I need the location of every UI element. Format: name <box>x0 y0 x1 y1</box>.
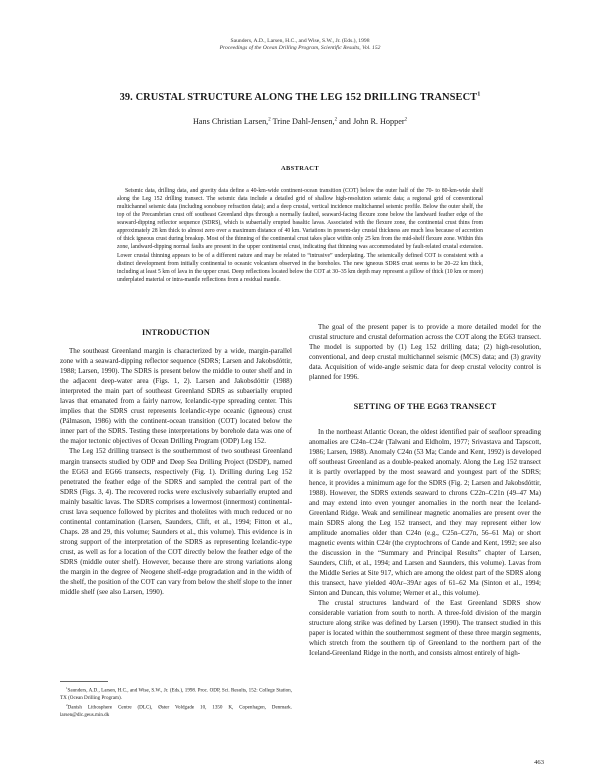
footnote-1-text: Saunders, A.D., Larsen, H.C., and Wise, S.W., Jr. (Eds.), 1998. Proc. ODP, Sci. Results, 152: College Station, TX (Ocean Drilling Program). <box>60 687 292 701</box>
running-head-citation: Saunders, A.D., Larsen, H.C., and Wise, S.W., Jr. (Eds.), 1998 <box>230 38 370 44</box>
paragraph: In the northeast Atlantic Ocean, the oldest identified pair of seafloor spreading anomalies are C24n–C24r (Talwani and Eldholm, 1977; Srivastava and Tapscott, 1986; Larsen, 1988). Anomaly C24n (53 Ma; Cande and Kent, 1992) is developed off southeast Greenland as a double-peaked anomaly. Along the Leg 152 transect it is partly overlapped by the most seaward and youngest part of the SDRS; hence, it provides a minimum age for the SDRS (Fig. 2; Larsen and Jakobsdóttir, 1988). However, the SDRS extends seaward to chrons C22n–C21n (49–47 Ma) and may extend into even younger anomalies in the north near the Iceland-Greenland Ridge. Weak and semilinear magnetic anomalies are present over the main SDRS along the Leg 152 transect, and they may represent either low amplitude anomalies older than C24n (e.g., C25n–C27n, 56–61 Ma) or short magnetic events within C24r (the cryptochrons of Cande and Kent, 1992; see also the discussion in the “Summary and Principal Results” chapter of Larsen, Saunders, Clift, et al., 1994; and Larsen and Saunders, this volume). Lavas from the Middle Series at Site 917, which are among the oldest part of the SDRS along this transect, have yielded 40Ar–39Ar ages of 61–62 Ma (Sinton et al., 1994; Sinton and Duncan, this volume; Werner et al., this volume). <box>309 428 541 598</box>
chapter-title-text: 39. CRUSTAL STRUCTURE ALONG THE LEG 152 DRILLING TRANSECT <box>119 92 478 103</box>
footnote-2-mark: 2 <box>66 703 68 708</box>
footnote-2-text: Danish Lithosphere Centre (DLC), Øster Voldgade 10, 1350 K, Copenhagen, Denmark. larsen@dlc.geus.min.dk <box>60 704 292 718</box>
abstract-text: Seismic data, drilling data, and gravity data define a 40-km-wide continent-ocean transition (COT) below the outer half of the 70- to 80-km-wide shelf along the Leg 152 drilling transect. The seismic data include a detailed grid of shallow high-resolution seismic data; a regional grid of conventional multichannel seismic data (including sonobuoy refraction data); and a deep crustal, vertical incidence multichannel seismic profile. Below the outer shelf, the top of the Precambrian crust off southeast Greenland dips through a normally faulted, seaward-facing flexure zone below the landward feather edge of the seaward-dipping reflector sequence (SDRS), which is subaerially erupted basaltic lavas. Associated with the flexure zone, the continental crust thins from approximately 28 km thick to almost zero over a maximum distance of 40 km. Variations in present-day crustal thickness are much less because of accretion of thick igneous crust during breakup. Most of the thinning of the continental crust takes place within only 25 km from the mid-shelf flexure zone. Within this zone, landward-dipping normal faults are present in the upper continental crust, indicating that thinning was accommodated by fault-related crustal extension. Lower crustal thinning appears to be of a different nature and may be related to “intrusive” underplating. The seismically defined COT is consistent with a distinct development from initially continental to oceanic volcanism observed in the boreholes. The new igneous SDRS crust seems to be 20–22 km thick, including at least 5 km of lava in the upper crust. Deep reflections located below the COT at 30–35 km depth may represent a pillow of thick (10 km or more) underplated material or intra-mantle reflections from a residual mantle. <box>117 187 483 283</box>
section-heading-setting: SETTING OF THE EG63 TRANSECT <box>353 402 497 412</box>
author-2-mark: 2 <box>334 117 338 123</box>
section-heading-introduction: INTRODUCTION <box>142 328 210 337</box>
footnote-2 <box>60 702 292 719</box>
footnote-divider <box>60 681 108 682</box>
author-1: Hans Christian Larsen, <box>192 117 269 126</box>
author-2: Trine Dahl-Jensen, <box>270 117 335 126</box>
footnote-1 <box>60 685 292 702</box>
author-line <box>60 117 540 126</box>
paragraph: The crustal structures landward of the East Greenland SDRS show considerable variation from south to north. A three-fold division of the margin structure along strike was defined by Larsen (1990). The transect studied in this paper is located within the southernmost segment of these three margin segments, which stretch from the southern tip of Greenland to the northern part of the Iceland-Greenland Ridge in the north, and consists almost entirely of high- <box>309 599 541 658</box>
footnote-1-mark: 1 <box>66 686 68 690</box>
author-1-mark: 2 <box>268 117 271 123</box>
chapter-title-footnote-mark: 1 <box>477 90 481 98</box>
footnotes <box>60 685 292 719</box>
page-number: 463 <box>534 759 544 766</box>
running-head-series: Proceedings of the Ocean Drilling Program, Scientific Results, Vol. 152 <box>219 45 381 52</box>
author-3-mark: 2 <box>404 117 408 123</box>
running-head <box>0 38 600 52</box>
chapter-title <box>60 92 540 103</box>
paragraph: The Leg 152 drilling transect is the southernmost of two southeast Greenland margin transects studied by ODP and Deep Sea Drilling Project (DSDP), named the EG63 and EG66 transects, respectively (Fig. 1). Drilling during Leg 152 penetrated the feather edge of the SDRS and sampled the central part of the SDRS (Figs. 3, 4). The recovered rocks were exclusively subaerially erupted and mainly basaltic lavas. The SDRS comprises a lowermost (innermost) continental-crust lava sequence followed by picrites and tholeiites with much reduced or no continental contamination (Larsen, Saunders, Clift, et al., 1994; Fitton et al., Chaps. 28 and 29, this volume; Saunders et al., this volume). This evidence is in strong support of the interpretation of the SDRS as representing Icelandic-type crust, as well as for a location of the COT directly below the feather edge of the SDRS (middle outer shelf). However, because there are strong variations along the margin in the degree of Neogene shelf-edge progradation and in the width of the shelf, the position of the COT can vary from below the shelf slope to the inner middle shelf (see also Larsen, 1990). <box>60 447 292 597</box>
paragraph: The southeast Greenland margin is characterized by a wide, margin-parallel zone with a seaward-dipping reflector sequence (SDRS; Larsen and Jakobsdóttir, 1988; Larsen, 1990). The SDRS is present below the middle to outer shelf and in the adjacent deep-water area (Figs. 1, 2). Larsen and Jakobsdóttir (1988) interpreted the main part of southeast Greenland SDRS as subaerially erupted lavas that emanated from a fairly narrow, Icelandic-type spreading center. This implies that the SDRS crust represents Icelandic-type oceanic (igneous) crust (Pálmason, 1986) with the continent-ocean transition (COT) located below the inner part of the SDRS. Testing these interpretations by borehole data was one of the major tectonic objectives of Ocean Drilling Program (ODP) Leg 152. <box>60 347 292 446</box>
author-3: and John R. Hopper <box>337 117 405 126</box>
left-column <box>60 322 292 597</box>
right-column <box>309 322 541 658</box>
paragraph: The goal of the present paper is to provide a more detailed model for the crustal structure and crustal deformation across the COT along the EG63 transect. The model is supported by (1) Leg 152 drilling data; (2) high-resolution, conventional, and deep crustal multichannel seismic (MCS) data; and (3) gravity data. Acquisition of wide-angle seismic data for deep crustal velocity control is planned for 1996. <box>309 323 541 382</box>
abstract-heading: ABSTRACT <box>280 165 319 172</box>
